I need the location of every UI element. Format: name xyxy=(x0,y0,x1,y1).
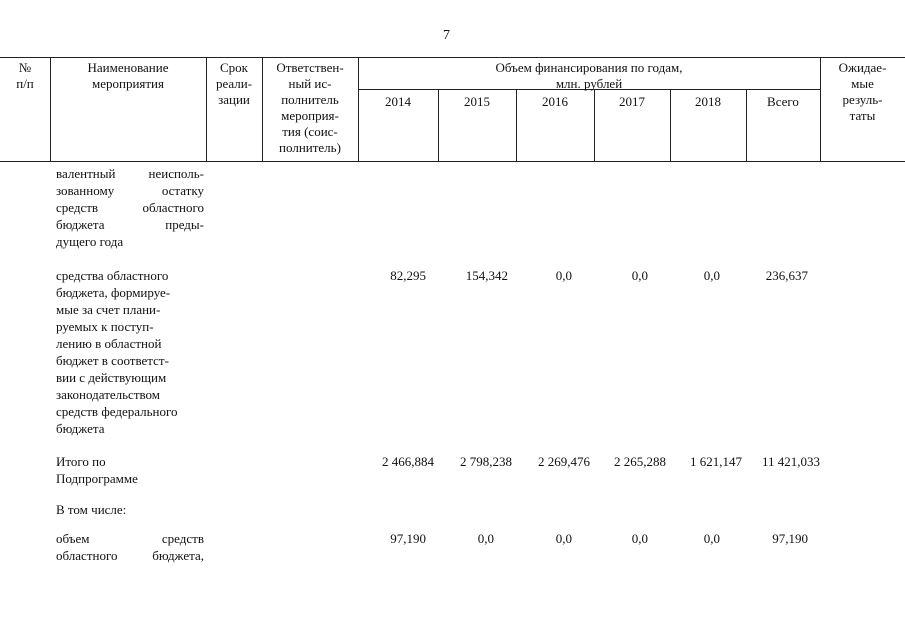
row-name: валентный неисполь- зованному остатку средств областного бюджета преды- дущего года xyxy=(56,166,204,249)
header-year-2018: 2018 xyxy=(695,94,721,109)
header-col-responsible: Ответствен- ный ис- полнитель мероприя- тия (соис- полнитель) xyxy=(276,60,344,155)
value-total: 236,637 xyxy=(765,268,808,283)
value-total: 11 421,033 xyxy=(761,454,820,469)
value-2014: 82,295 xyxy=(390,268,426,283)
row-name: В том числе: xyxy=(56,502,127,517)
value-2016: 0,0 xyxy=(555,268,572,283)
header-year-2016: 2016 xyxy=(542,94,568,109)
row-name: объем средств областного бюджета, xyxy=(56,531,204,563)
value-2015: 154,342 xyxy=(465,268,508,283)
header-col-funding: Объем финансирования по годам, млн. рублей xyxy=(495,60,683,91)
header-col-results: Ожидае- мые резуль- таты xyxy=(838,60,887,123)
value-2015: 0,0 xyxy=(477,531,494,546)
value-2017: 2 265,288 xyxy=(614,454,666,469)
table-header xyxy=(0,57,905,162)
value-2016: 0,0 xyxy=(555,531,572,546)
value-total: 97,190 xyxy=(772,531,808,546)
row-name: Итого по Подпрограмме xyxy=(56,454,138,486)
value-2018: 0,0 xyxy=(703,531,720,546)
header-top-border xyxy=(0,57,905,58)
header-col-name: Наименование мероприятия xyxy=(87,60,169,91)
value-2015: 2 798,238 xyxy=(460,454,512,469)
value-2017: 0,0 xyxy=(631,531,648,546)
header-bottom-border xyxy=(0,161,905,162)
page-number: 7 xyxy=(443,28,450,43)
value-2016: 2 269,476 xyxy=(538,454,590,469)
header-col-number: № п/п xyxy=(16,60,34,91)
value-2017: 0,0 xyxy=(631,268,648,283)
row-name: средства областного бюджета, формируе- мые за счет плани- руемых к поступ- лению в областной бюджет в соответст- вии с действующим законодательством средств федерального бюджета xyxy=(56,268,178,436)
header-total: Всего xyxy=(767,94,799,109)
header-year-2014: 2014 xyxy=(385,94,411,109)
value-2018: 1 621,147 xyxy=(690,454,742,469)
header-col-term: Срок реали- зации xyxy=(215,60,253,107)
value-2014: 97,190 xyxy=(390,531,426,546)
value-2014: 2 466,884 xyxy=(382,454,434,469)
header-year-2017: 2017 xyxy=(619,94,645,109)
value-2018: 0,0 xyxy=(703,268,720,283)
header-year-2015: 2015 xyxy=(464,94,490,109)
